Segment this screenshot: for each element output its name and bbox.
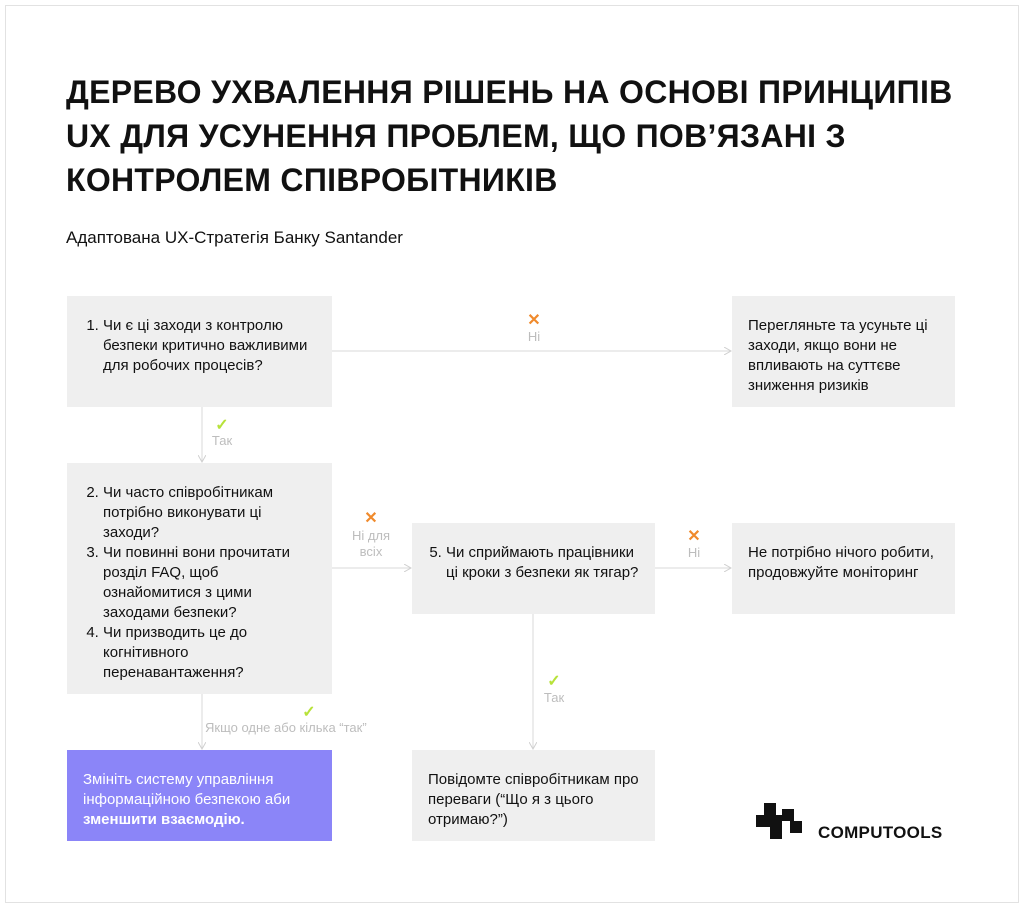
outcome-change-prefix: Змініть систему управління інформаційною безпекою аби bbox=[83, 771, 291, 808]
yes-mark-icon: ✓ bbox=[215, 417, 229, 434]
yes-mark-icon: ✓ bbox=[547, 673, 561, 690]
question-4: 4. Чи призводить це до когнітивного перенавантаження? bbox=[103, 623, 318, 683]
no-mark-icon: ✕ bbox=[527, 312, 541, 329]
yes-mark-icon: ✓ bbox=[302, 704, 316, 721]
outcome-nothing-box bbox=[732, 523, 955, 614]
question-box-1 bbox=[67, 296, 332, 407]
outcome-change-text bbox=[83, 770, 316, 830]
outcome-change-bold: зменшити взаємодію. bbox=[83, 811, 245, 828]
outcome-notify-box bbox=[412, 750, 655, 841]
question-3: 3. Чи повинні вони прочитати розділ FAQ, щоб ознайомитися з цими заходами безпеки? bbox=[103, 543, 318, 623]
page-subtitle: Адаптована UX-Стратегія Банку Santander bbox=[66, 228, 403, 247]
question-box-5 bbox=[412, 523, 655, 614]
question-1: 1. Чи є ці заходи з контролю безпеки критично важливими для робочих процесів? bbox=[103, 316, 318, 376]
edge-label-no-all: Ні для всіх bbox=[351, 528, 391, 559]
page-title: ДЕРЕВО УХВАЛЕННЯ РІШЕНЬ НА ОСНОВІ ПРИНЦИПІВ UX ДЛЯ УСУНЕННЯ ПРОБЛЕМ, ЩО ПОВ’ЯЗАНІ З КОНТРОЛЕМ СПІВРОБІТНИКІВ bbox=[66, 74, 953, 198]
computools-logo-icon bbox=[756, 803, 804, 843]
outcome-review-box bbox=[732, 296, 955, 407]
outcome-review-text: Перегляньте та усуньте ці заходи, якщо вони не впливають на суттєве зниження ризиків bbox=[748, 317, 928, 394]
question-5: 5. Чи сприймають працівники ці кроки з безпеки як тягар? bbox=[446, 543, 643, 583]
edge-label-no-1: Ні bbox=[527, 329, 541, 344]
no-mark-icon: ✕ bbox=[364, 510, 378, 527]
brand-name: COMPUTOOLS bbox=[818, 823, 943, 842]
outcome-change-box bbox=[67, 750, 332, 841]
outcome-nothing-text: Не потрібно нічого робити, продовжуйте моніторинг bbox=[748, 544, 934, 581]
edge-label-yes-1: Так bbox=[211, 433, 233, 448]
edge-label-no-2: Ні bbox=[687, 545, 701, 560]
edge-label-yes-2: Так bbox=[543, 690, 565, 705]
no-mark-icon: ✕ bbox=[687, 528, 701, 545]
outcome-notify-text: Повідомте співробітникам про переваги (“Що я з цього отримаю?”) bbox=[428, 771, 639, 828]
question-box-2-4 bbox=[67, 463, 332, 694]
question-2: 2. Чи часто співробітникам потрібно виконувати ці заходи? bbox=[103, 483, 318, 543]
edge-label-one-or-more: Якщо одне або кілька “так” bbox=[205, 720, 367, 735]
